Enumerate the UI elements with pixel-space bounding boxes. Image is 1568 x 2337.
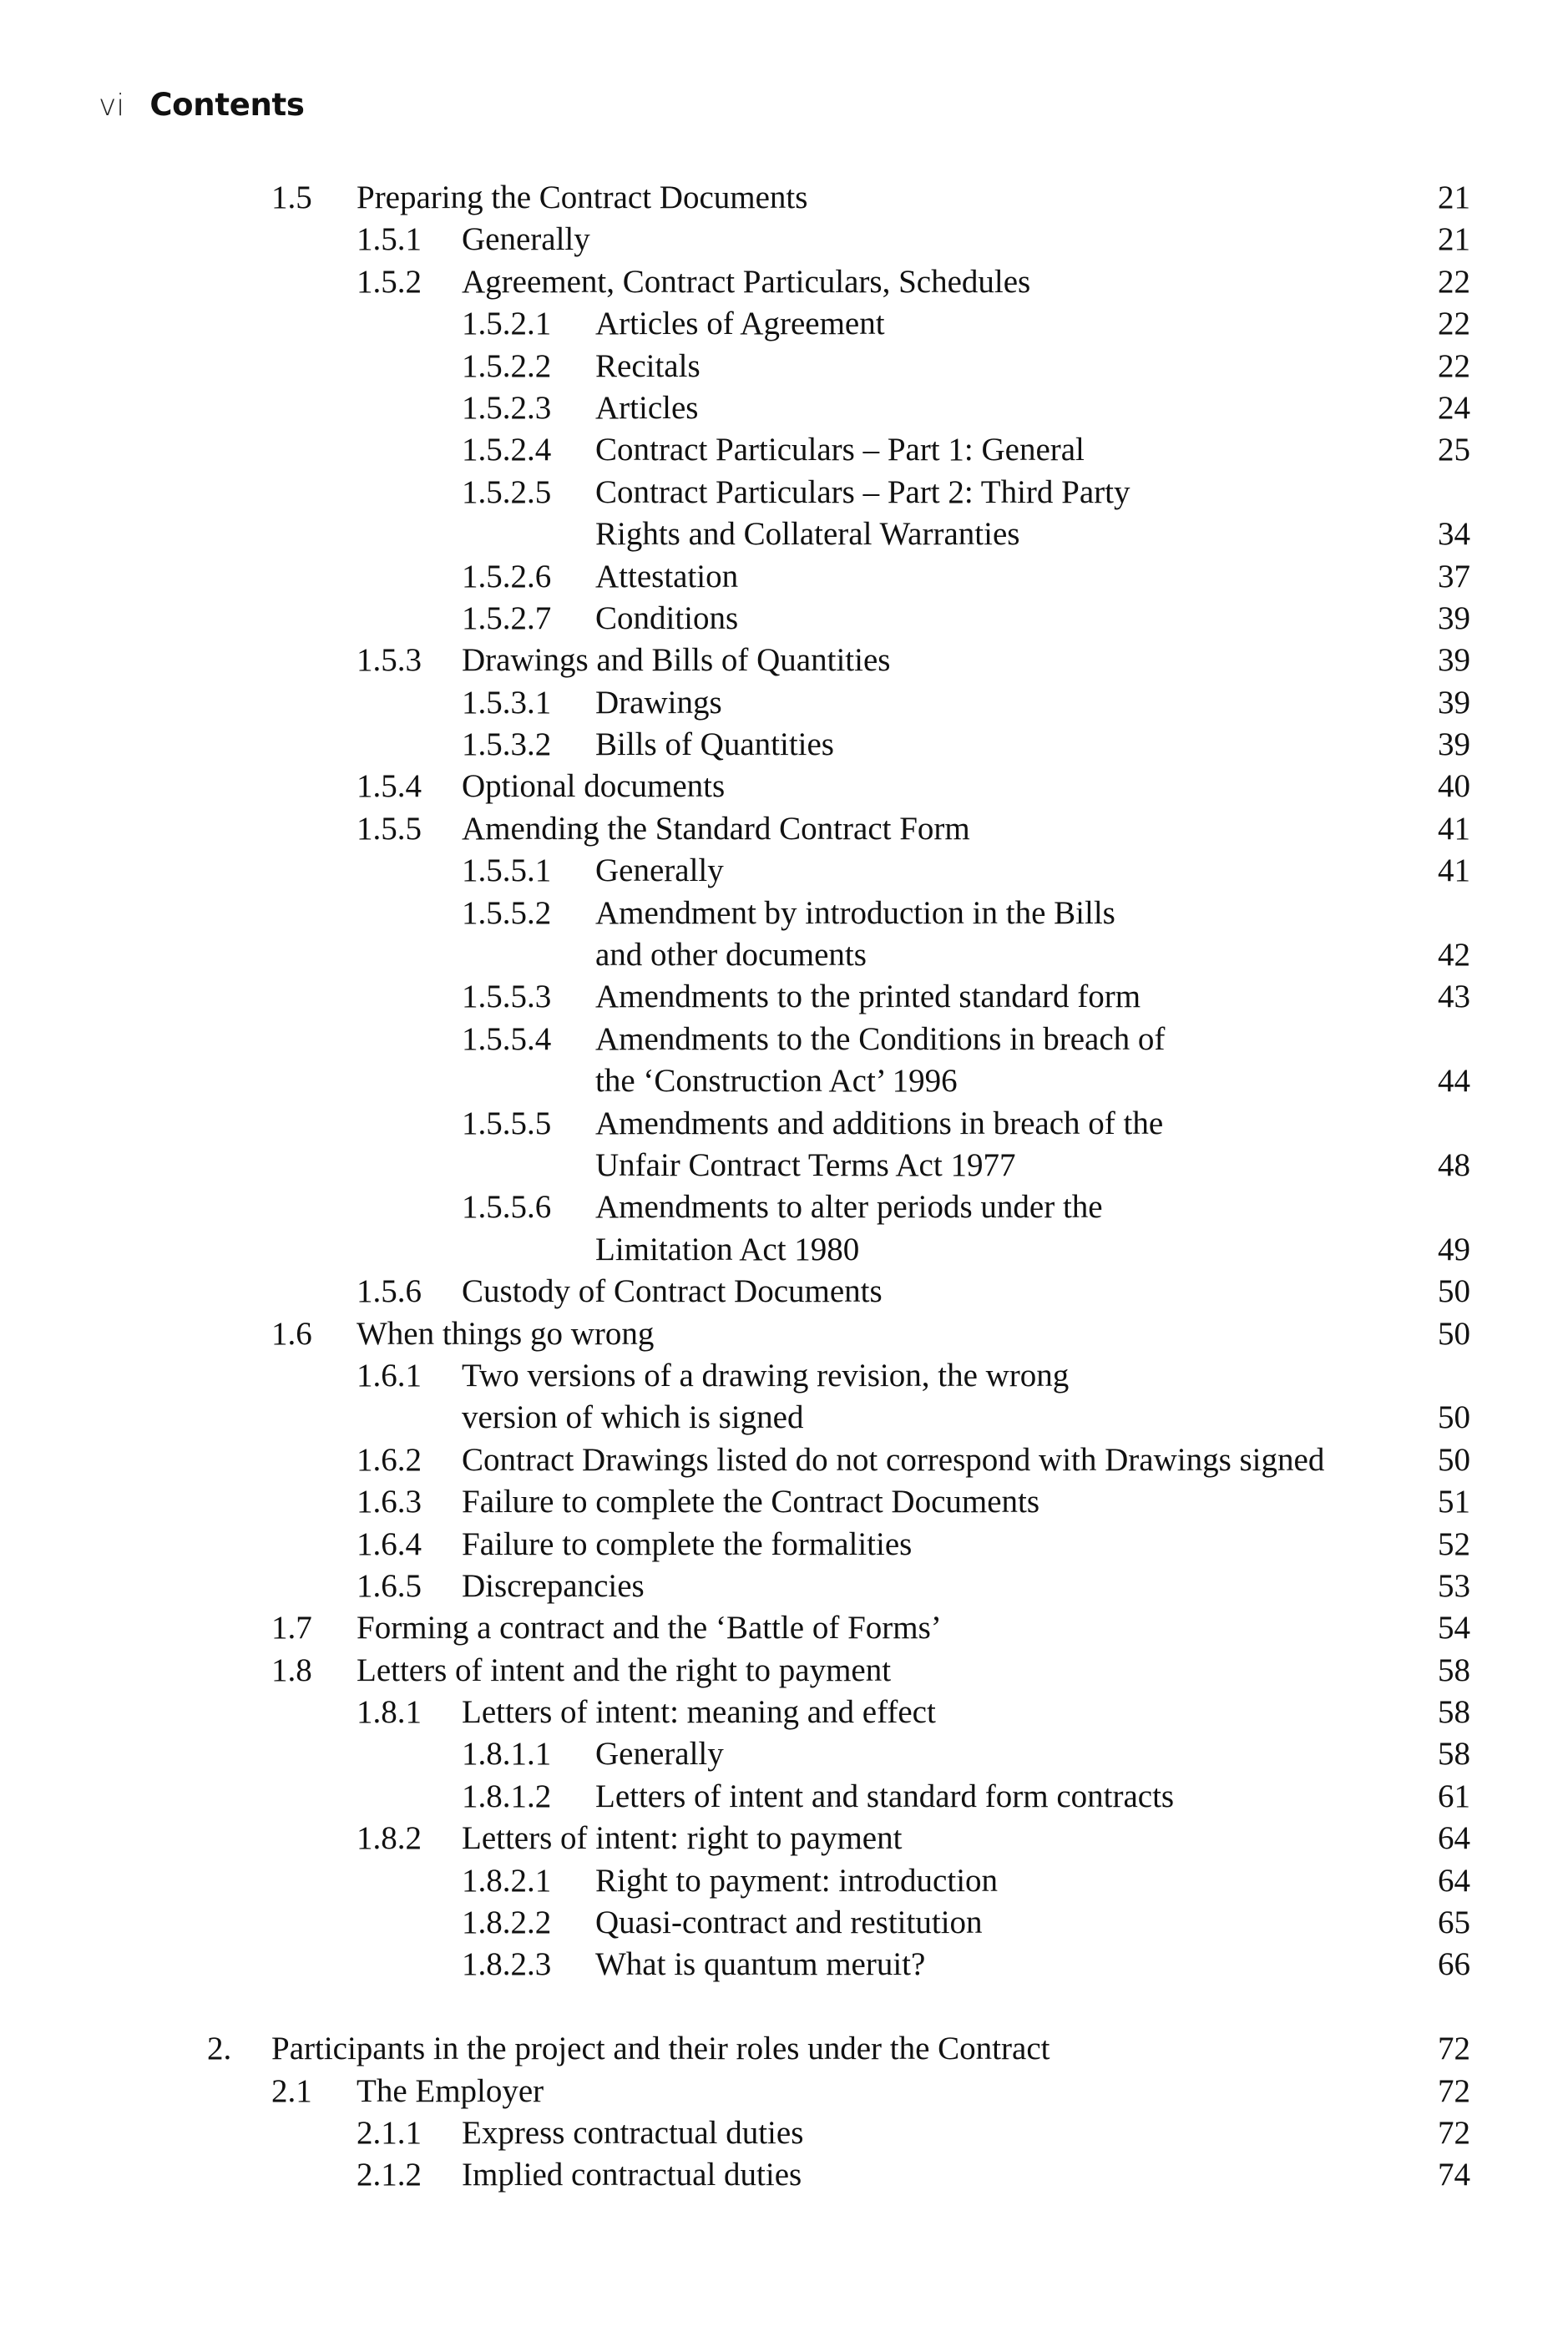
toc-entry-title: Recitals [595,347,701,384]
toc-entry-title: Generally [595,1736,724,1773]
toc-entry-number: 1.5.5 [357,810,422,847]
toc-entry-title: Amending the Standard Contract Form [462,810,970,847]
toc-entry-title: Articles of Agreement [595,306,885,342]
toc-entry-title: Bills of Quantities [595,726,834,763]
toc-entry-number: 2. [207,2031,232,2067]
toc-entry-page-number: 53 [1438,1567,1470,1604]
toc-entry-number: 1.5.6 [357,1273,422,1310]
toc-entry-title: and other documents [595,937,867,974]
running-title: Contents [149,87,305,123]
toc-entry-page-number: 72 [1438,2114,1470,2151]
toc-entry[interactable] [0,1439,1568,1481]
toc-entry-title: Contract Particulars – Part 2: Third Party [595,473,1130,510]
toc-entry-page-number: 41 [1438,852,1470,889]
toc-entry-page-number: 58 [1438,1736,1470,1773]
toc-entry-title: What is quantum meruit? [595,1946,926,1983]
toc-entry-title: Drawings [595,684,722,721]
toc-entry-title: the ‘Construction Act’ 1996 [595,1063,958,1100]
toc-entry-page-number: 24 [1438,389,1470,426]
toc-entry[interactable] [0,1860,1568,1902]
toc-entry-title: Limitation Act 1980 [595,1231,860,1267]
toc-entry-page-number: 39 [1438,642,1470,679]
toc-entry-number: 1.7 [271,1610,312,1647]
toc-entry-continuation[interactable] [0,1145,1568,1186]
toc-entry-continuation[interactable] [0,513,1568,555]
toc-entry-page-number: 50 [1438,1315,1470,1352]
toc-entry-page-number: 51 [1438,1484,1470,1520]
toc-entry[interactable] [0,303,1568,345]
toc-entry-page-number: 21 [1438,221,1470,258]
toc-entry-page-number: 43 [1438,979,1470,1015]
toc-entry-number: 1.5.3 [357,642,422,679]
toc-entry-title: Optional documents [462,768,726,805]
toc-entry-number: 1.5.5.5 [462,1105,552,1141]
toc-entry[interactable] [0,2154,1568,2196]
toc-entry-title: Amendments to the Conditions in breach of [595,1020,1166,1057]
toc-entry-number: 1.5.5.6 [462,1189,552,1226]
toc-entry-page-number: 64 [1438,1862,1470,1899]
toc-entry-page-number: 50 [1438,1399,1470,1436]
toc-entry-title: Agreement, Contract Particulars, Schedules [462,263,1031,300]
toc-entry-number: 1.5.2.2 [462,347,552,384]
toc-entry[interactable] [0,429,1568,471]
toc-entry-number: 1.5.5.3 [462,979,552,1015]
toc-entry-title: Letters of intent: right to payment [462,1820,903,1857]
toc-entry-title: Drawings and Bills of Quantities [462,642,891,679]
toc-entry-page-number: 39 [1438,684,1470,721]
toc-entry-number: 1.8.1.2 [462,1778,552,1814]
toc-entry-number: 1.5.2.5 [462,473,552,510]
toc-entry-number: 2.1 [271,2072,312,2109]
toc-entry-title: Right to payment: introduction [595,1862,999,1899]
toc-entry[interactable] [0,1607,1568,1649]
toc-entry[interactable] [0,682,1568,724]
toc-entry[interactable] [0,1776,1568,1818]
toc-entry-title: version of which is signed [462,1399,804,1436]
toc-entry-page-number: 72 [1438,2031,1470,2067]
toc-entry-title: Attestation [595,558,739,594]
toc-entry[interactable] [0,219,1568,261]
toc-entry-title: Amendments and additions in breach of the [595,1105,1164,1141]
toc-entry-page-number: 74 [1438,2157,1470,2193]
toc-entry[interactable] [0,893,1568,934]
toc-entry[interactable] [0,346,1568,387]
toc-entry-page-number: 49 [1438,1231,1470,1267]
toc-entry-title: Implied contractual duties [462,2157,802,2193]
toc-entry-number: 1.8 [271,1652,312,1688]
toc-entry-number: 1.8.1.1 [462,1736,552,1773]
toc-entry[interactable] [0,766,1568,807]
toc-entry-page-number: 41 [1438,810,1470,847]
toc-entry-title: Conditions [595,599,739,636]
toc-entry[interactable] [0,387,1568,429]
toc-entry-page-number: 42 [1438,937,1470,974]
toc-entry[interactable] [0,1692,1568,1733]
toc-entry-page-number: 72 [1438,2072,1470,2109]
toc-entry-number: 1.8.1 [357,1694,422,1731]
toc-entry-number: 1.6.1 [357,1357,422,1394]
toc-entry-number: 1.5.5.2 [462,894,552,931]
toc-entry[interactable] [0,1186,1568,1228]
toc-entry-title: Forming a contract and the ‘Battle of Forms’ [357,1610,942,1647]
toc-entry-number: 1.5.2.7 [462,599,552,636]
toc-entry-title: Amendments to alter periods under the [595,1189,1103,1226]
toc-entry-number: 1.5.4 [357,768,422,805]
toc-entry-page-number: 21 [1438,180,1470,215]
toc-entry-page-number: 22 [1438,347,1470,384]
toc-entry-page-number: 61 [1438,1778,1470,1814]
toc-entry-page-number: 58 [1438,1694,1470,1731]
toc-entry-number: 1.5.2.6 [462,558,552,594]
toc-entry-page-number: 50 [1438,1273,1470,1310]
toc-entry-continuation[interactable] [0,1229,1568,1271]
toc-entry-page-number: 25 [1438,432,1470,468]
toc-entry-number: 1.6.2 [357,1441,422,1478]
toc-entry-continuation[interactable] [0,934,1568,976]
toc-entry-number: 1.5.2.3 [462,389,552,426]
toc-entry-title: Failure to complete the Contract Documents [462,1484,1040,1520]
toc-entry-title: Contract Particulars – Part 1: General [595,432,1085,468]
toc-entry[interactable] [0,2071,1568,2112]
toc-entry[interactable] [0,1313,1568,1355]
toc-entry[interactable] [0,2028,1568,2070]
toc-entry[interactable] [0,1902,1568,1944]
toc-entry-title: Participants in the project and their roles under the Contract [271,2031,1050,2067]
toc-entry-page-number: 22 [1438,263,1470,300]
toc-entry-number: 1.5.2.4 [462,432,552,468]
toc-entry-number: 2.1.2 [357,2157,422,2193]
toc-entry[interactable] [0,1944,1568,1985]
toc-entry-page-number: 40 [1438,768,1470,805]
toc-entry-number: 1.6 [271,1315,312,1352]
toc-entry-title: Two versions of a drawing revision, the wrong [462,1357,1070,1394]
toc-entry-number: 1.5.2.1 [462,306,552,342]
toc-entry[interactable] [0,598,1568,640]
toc-entry-title: When things go wrong [357,1315,655,1352]
toc-entry[interactable] [0,976,1568,1018]
toc-entry-continuation[interactable] [0,1060,1568,1102]
toc-entry[interactable] [0,1650,1568,1692]
toc-entry[interactable] [0,1019,1568,1060]
toc-entry[interactable] [0,1481,1568,1523]
toc-entry-title: Unfair Contract Terms Act 1977 [595,1146,1016,1183]
toc-entry-page-number: 58 [1438,1652,1470,1688]
toc-entry-number: 1.8.2.2 [462,1905,552,1941]
toc-entry-number: 1.5 [271,180,312,215]
toc-entry[interactable] [0,1733,1568,1775]
toc-entry-number: 2.1.1 [357,2114,422,2151]
toc-entry-page-number: 44 [1438,1063,1470,1100]
toc-entry-title: Generally [462,221,590,258]
toc-entry-title: Preparing the Contract Documents [357,180,808,215]
table-of-contents [0,177,1568,2197]
toc-entry-number: 1.5.5.1 [462,852,552,889]
toc-entry-title: Amendments to the printed standard form [595,979,1141,1015]
toc-entry[interactable] [0,850,1568,892]
toc-entry[interactable] [0,1103,1568,1145]
toc-entry[interactable] [0,808,1568,850]
toc-entry-page-number: 66 [1438,1946,1470,1983]
toc-entry-page-number: 54 [1438,1610,1470,1647]
toc-entry-title: Express contractual duties [462,2114,804,2151]
toc-entry[interactable] [0,177,1568,219]
toc-entry-title: Generally [595,852,724,889]
toc-entry-title: Letters of intent and standard form contracts [595,1778,1175,1814]
toc-entry-title: Quasi-contract and restitution [595,1905,983,1941]
toc-entry-number: 1.5.3.1 [462,684,552,721]
toc-entry-title: Letters of intent: meaning and effect [462,1694,936,1731]
toc-entry-title: Amendment by introduction in the Bills [595,894,1115,931]
toc-entry-title: Rights and Collateral Warranties [595,516,1020,553]
toc-entry-number: 1.8.2.3 [462,1946,552,1983]
toc-entry-number: 1.5.5.4 [462,1020,552,1057]
toc-entry-number: 1.6.3 [357,1484,422,1520]
page-folio: vi [99,89,125,123]
toc-entry[interactable] [0,1524,1568,1566]
toc-entry-page-number: 48 [1438,1146,1470,1183]
toc-entry[interactable] [0,724,1568,766]
toc-entry-number: 1.6.4 [357,1525,422,1562]
page-header [99,87,305,137]
toc-entry-page-number: 37 [1438,558,1470,594]
toc-entry-page-number: 39 [1438,726,1470,763]
toc-entry-title: Discrepancies [462,1567,645,1604]
toc-entry[interactable] [0,1271,1568,1313]
toc-entry[interactable] [0,472,1568,513]
toc-entry[interactable] [0,640,1568,681]
toc-entry-page-number: 64 [1438,1820,1470,1857]
toc-entry-continuation[interactable] [0,1397,1568,1439]
toc-entry-number: 1.6.5 [357,1567,422,1604]
toc-entry-page-number: 22 [1438,306,1470,342]
toc-entry-number: 1.8.2 [357,1820,422,1857]
toc-entry-title: The Employer [357,2072,544,2109]
toc-entry-title: Custody of Contract Documents [462,1273,883,1310]
toc-entry[interactable] [0,1818,1568,1859]
toc-entry-page-number: 39 [1438,599,1470,636]
toc-entry-number: 1.8.2.1 [462,1862,552,1899]
toc-entry-title: Contract Drawings listed do not correspond with Drawings signed [462,1441,1325,1478]
toc-entry-number: 1.5.2 [357,263,422,300]
toc-entry[interactable] [0,1355,1568,1397]
toc-entry-number: 1.5.1 [357,221,422,258]
toc-entry[interactable] [0,1566,1568,1607]
toc-entry-title: Letters of intent and the right to payment [357,1652,892,1688]
toc-entry-number: 1.5.3.2 [462,726,552,763]
toc-entry[interactable] [0,261,1568,303]
toc-entry-title: Articles [595,389,699,426]
toc-entry[interactable] [0,556,1568,598]
toc-entry-page-number: 50 [1438,1441,1470,1478]
toc-entry-page-number: 34 [1438,516,1470,553]
toc-entry[interactable] [0,2112,1568,2154]
toc-entry-page-number: 52 [1438,1525,1470,1562]
toc-entry-page-number: 65 [1438,1905,1470,1941]
toc-entry-title: Failure to complete the formalities [462,1525,913,1562]
